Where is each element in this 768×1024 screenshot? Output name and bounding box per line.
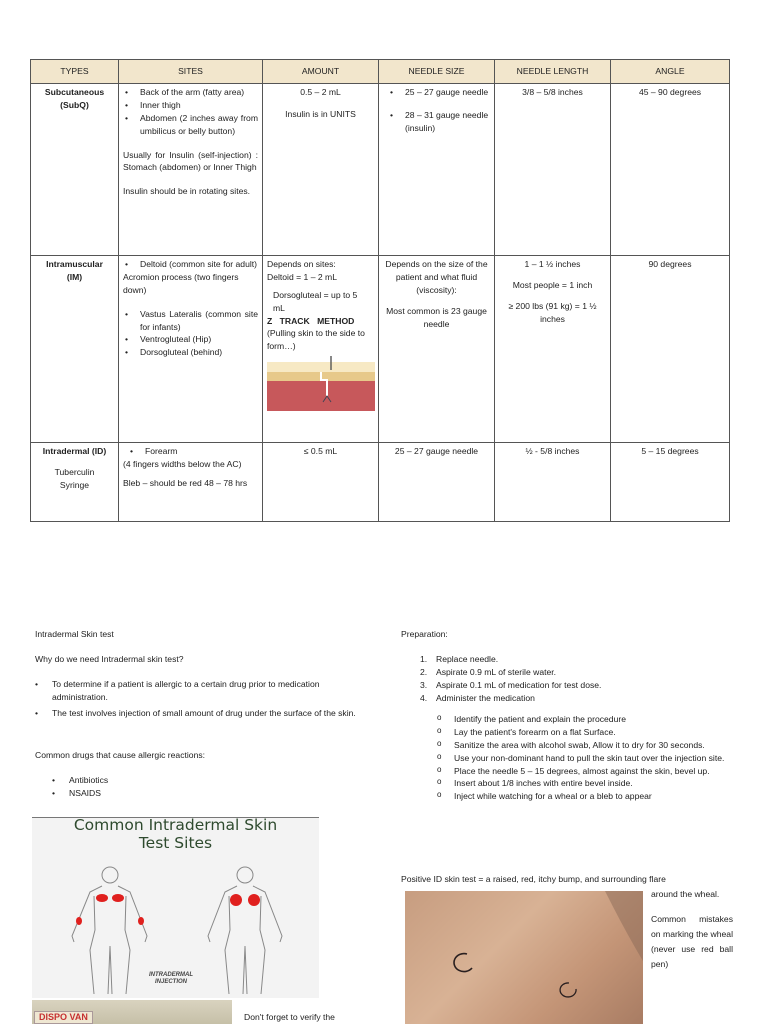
header-amount: AMOUNT — [263, 60, 379, 84]
site-chest-right — [112, 894, 124, 902]
list-item: • Inner thigh — [140, 99, 258, 112]
type-abbrev: (IM) — [66, 271, 83, 282]
figure-caption-line2: INJECTION — [154, 979, 187, 985]
cell-angle-subq: 45 – 90 degrees — [611, 84, 730, 256]
list-item: • Vastus Lateralis (common site for infants) — [140, 308, 258, 334]
im-site-note: Acromion process (two fingers down) — [123, 271, 239, 295]
list-item: o Identify the patient and explain the procedure — [437, 713, 733, 726]
cell-needle-size-subq — [379, 84, 495, 256]
header-sites: SITES — [119, 60, 263, 84]
length-line: 1 – 1 ½ inches — [524, 259, 581, 269]
reasons-list — [35, 678, 368, 720]
drugs-heading: Common drugs that cause allergic reactions: — [35, 750, 206, 760]
test-sites-figure — [32, 817, 319, 998]
cell-needle-length-id: ½ - 5/8 inches — [495, 443, 611, 522]
list-item: • The test involves injection of small amount of drug under the surface of the skin. — [35, 707, 368, 720]
subq-rotation-note: Insulin should be in rotating sites. — [123, 186, 251, 197]
amount-note: Insulin is in UNITS — [285, 108, 356, 119]
wheal-circle-right — [560, 983, 576, 997]
why-question: Why do we need Intradermal skin test? — [35, 654, 184, 664]
list-item: • Antibiotics — [52, 774, 108, 787]
common-mistakes-note: Common mistakes on marking the wheal (never use red ball pen) — [651, 914, 733, 970]
skin-test-photo — [405, 891, 643, 1024]
back-head — [237, 867, 253, 883]
id-site-note: (4 fingers widths below the AC) — [123, 458, 242, 469]
wheal-marks — [405, 891, 643, 1024]
type-abbrev: (SubQ) — [60, 99, 89, 110]
list-item: o Insert about 1/8 inches with entire bevel inside. — [437, 777, 733, 790]
type-name: Subcutaneous — [44, 87, 105, 97]
type-note: Tuberculin Syringe — [54, 466, 95, 490]
list-item: • Abdomen (2 inches away from umbilicus or belly button) — [140, 112, 258, 138]
cell-needle-size-id: 25 – 27 gauge needle — [379, 443, 495, 522]
step-text: Replace needle. — [436, 654, 499, 664]
list-item: • Forearm — [145, 445, 258, 458]
cell-sites-id — [119, 443, 263, 522]
figure-title-line1: Common Intradermal Skin — [73, 816, 278, 834]
cell-amount-subq — [263, 84, 379, 256]
list-item: o Lay the patient's forearm on a flat Surface. — [437, 726, 733, 739]
table-header-row — [31, 60, 730, 84]
site-forearm-left — [76, 917, 82, 925]
list-item: o Use your non-dominant hand to pull the skin taut over the injection site. — [437, 752, 733, 765]
cell-amount-id: ≤ 0.5 mL — [263, 443, 379, 522]
table-row-subq — [31, 84, 730, 256]
list-item: 2. Aspirate 0.9 mL of sterile water. — [420, 666, 557, 677]
length-line: Most people = 1 inch — [512, 279, 593, 290]
needle-size-common: Most common is 23 gauge needle — [386, 305, 487, 329]
front-head — [102, 867, 118, 883]
ztrack-title: Z TRACK METHOD — [267, 315, 355, 326]
cell-needle-length-subq: 3/8 – 5/8 inches — [495, 84, 611, 256]
id-bleb-note: Bleb – should be red 48 – 78 hrs — [123, 477, 248, 488]
cell-sites-subq — [119, 84, 263, 256]
header-needle-size: NEEDLE SIZE — [379, 60, 495, 84]
list-item: • Back of the arm (fatty area) — [140, 86, 258, 99]
cell-amount-im — [263, 256, 379, 443]
cell-type-subq — [31, 84, 119, 256]
amount-line: Dorsogluteal = up to 5 mL — [273, 289, 358, 313]
list-item: • NSAIDS — [52, 787, 108, 800]
skin-layer — [267, 362, 375, 372]
list-item: 3. Aspirate 0.1 mL of medication for test dose. — [420, 679, 602, 690]
site-back-right — [248, 894, 260, 906]
list-item: • Ventrogluteal (Hip) — [140, 333, 258, 346]
type-name: Intradermal (ID) — [42, 446, 107, 456]
list-item: • 28 – 31 gauge needle (insulin) — [405, 109, 490, 135]
wheal-circle-left — [454, 954, 472, 972]
injection-types-table — [30, 59, 730, 522]
figure-caption-line1: INTRADERMAL — [149, 972, 193, 978]
syringe-label: DISPO VAN — [34, 1011, 93, 1024]
list-item: o Inject while watching for a wheal or a bleb to appear — [437, 790, 733, 803]
site-back-left — [230, 894, 242, 906]
cell-needle-size-im — [379, 256, 495, 443]
muscle-layer — [267, 381, 375, 411]
cell-sites-im — [119, 256, 263, 443]
amount-line: Depends on sites: — [267, 259, 336, 269]
header-needle-length: NEEDLE LENGTH — [495, 60, 611, 84]
list-item: • To determine if a patient is allergic to a certain drug prior to medication administration. — [35, 678, 368, 704]
step-text: Aspirate 0.9 mL of sterile water. — [436, 666, 557, 677]
cell-type-id — [31, 443, 119, 522]
step-text: Aspirate 0.1 mL of medication for test dose. — [436, 679, 602, 690]
list-item: • Deltoid (common site for adult) — [140, 258, 258, 271]
positive-test-line1: Positive ID skin test = a raised, red, itchy bump, and surrounding flare — [401, 874, 666, 884]
site-forearm-right — [138, 917, 144, 925]
cell-angle-im: 90 degrees — [611, 256, 730, 443]
ztrack-description: (Pulling skin to the side to form…) — [267, 328, 365, 352]
syringe-photo — [32, 1000, 232, 1024]
site-chest-left — [96, 894, 108, 902]
list-item: o Place the needle 5 – 15 degrees, almost against the skin, bevel up. — [437, 765, 733, 778]
figure-title-line2: Test Sites — [138, 834, 213, 852]
table-row-id — [31, 443, 730, 522]
step-text: Administer the medication — [436, 692, 535, 703]
amount-line: Deltoid = 1 – 2 mL — [267, 271, 337, 282]
body-outlines — [32, 818, 319, 998]
table-row-im — [31, 256, 730, 443]
ztrack-diagram — [267, 356, 375, 412]
list-item: o Sanitize the area with alcohol swab, Allow it to dry for 30 seconds. — [437, 739, 733, 752]
header-types: TYPES — [31, 60, 119, 84]
list-item: • Dorsogluteal (behind) — [140, 346, 258, 359]
section-title-skin-test: Intradermal Skin test — [35, 629, 114, 639]
administer-substeps — [437, 713, 733, 803]
subq-sites-note: Usually for Insulin (self-injection) : Stomach (abdomen) or Inner Thigh — [123, 149, 258, 173]
amount-value: 0.5 – 2 mL — [300, 87, 341, 97]
type-name: Intramuscular — [46, 259, 103, 269]
drugs-list — [52, 774, 108, 800]
header-angle: ANGLE — [611, 60, 730, 84]
list-item: 1. Replace needle. — [420, 654, 499, 664]
cell-type-im — [31, 256, 119, 443]
positive-test-line2: around the wheal. — [651, 889, 720, 899]
sleeve-shadow — [605, 891, 643, 961]
back-torso — [208, 886, 282, 994]
list-item: • 25 – 27 gauge needle — [405, 86, 490, 99]
verify-note: Don't forget to verify the — [244, 1012, 335, 1022]
preparation-heading: Preparation: — [401, 629, 448, 639]
needle-size-note: Depends on the size of the patient and what fluid (viscosity): — [385, 259, 488, 295]
preparation-steps — [420, 653, 601, 705]
length-line: ≥ 200 lbs (91 kg) = 1 ½ inches — [508, 300, 597, 324]
cell-angle-id: 5 – 15 degrees — [611, 443, 730, 522]
cell-needle-length-im — [495, 256, 611, 443]
list-item: 4. Administer the medication — [420, 692, 535, 703]
